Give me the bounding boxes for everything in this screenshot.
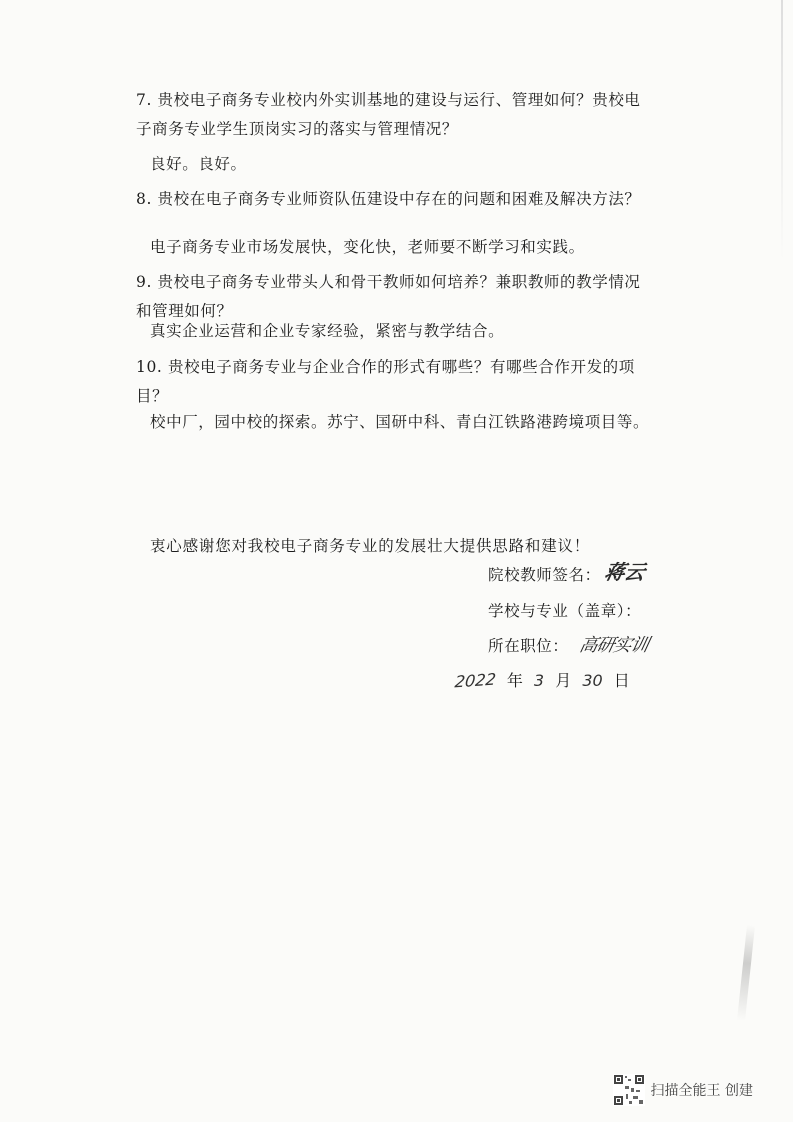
answer-7: 良好。良好。: [150, 155, 247, 173]
thanks-text: 衷心感谢您对我校电子商务专业的发展壮大提供思路和建议！: [150, 537, 591, 555]
answer-8: 电子商务专业市场发展快，变化快，老师要不断学习和实践。: [150, 238, 585, 256]
scan-edge-shadow: [781, 0, 783, 260]
answer-10: 校中厂，园中校的探索。苏宁、国研中科、青白江铁路港跨境项目等。: [150, 413, 650, 431]
scanner-watermark: [613, 1074, 753, 1106]
handwritten-position: 高研实训: [577, 635, 650, 656]
answer-block-10: [136, 408, 656, 445]
handwritten-signature: 蒋云: [602, 560, 648, 584]
signature-label: 院校教师签名：: [488, 566, 601, 584]
answer-block-8: [136, 233, 656, 270]
date-month: 3: [533, 671, 545, 690]
date-day: 30: [582, 671, 603, 690]
qa-block-7: [136, 86, 656, 144]
answer-block-9: [136, 317, 656, 354]
question-10: 10. 贵校电子商务专业与企业合作的形式有哪些？有哪些合作开发的项目？: [136, 358, 635, 405]
position-label: 所在职位：: [488, 637, 569, 655]
qr-code-icon: [613, 1074, 645, 1106]
qa-block-10: [136, 353, 656, 411]
watermark-text: 扫描全能王 创建: [650, 1083, 753, 1099]
date-year-unit: 年: [506, 671, 523, 690]
qa-block-8: [136, 185, 656, 214]
seal-label: 学校与专业（盖章）：: [488, 602, 642, 620]
question-9: 9. 贵校电子商务专业带头人和骨干教师如何培养？兼职教师的教学情况和管理如何？: [136, 273, 641, 320]
question-7: 7. 贵校电子商务专业校内外实训基地的建设与运行、管理如何？贵校电子商务专业学生顶岗实习的落实与管理情况？: [136, 91, 641, 138]
date-month-unit: 月: [555, 671, 572, 690]
date-line: [455, 668, 636, 691]
date-year: 2022: [453, 669, 497, 692]
answer-block-7: [136, 150, 656, 187]
question-8: 8. 贵校在电子商务专业师资队伍建设中存在的问题和困难及解决方法？: [136, 190, 641, 208]
answer-9: 真实企业运营和企业专家经验，紧密与教学结合。: [150, 322, 505, 340]
scan-smudge: [737, 925, 755, 1021]
date-day-unit: 日: [613, 671, 630, 690]
